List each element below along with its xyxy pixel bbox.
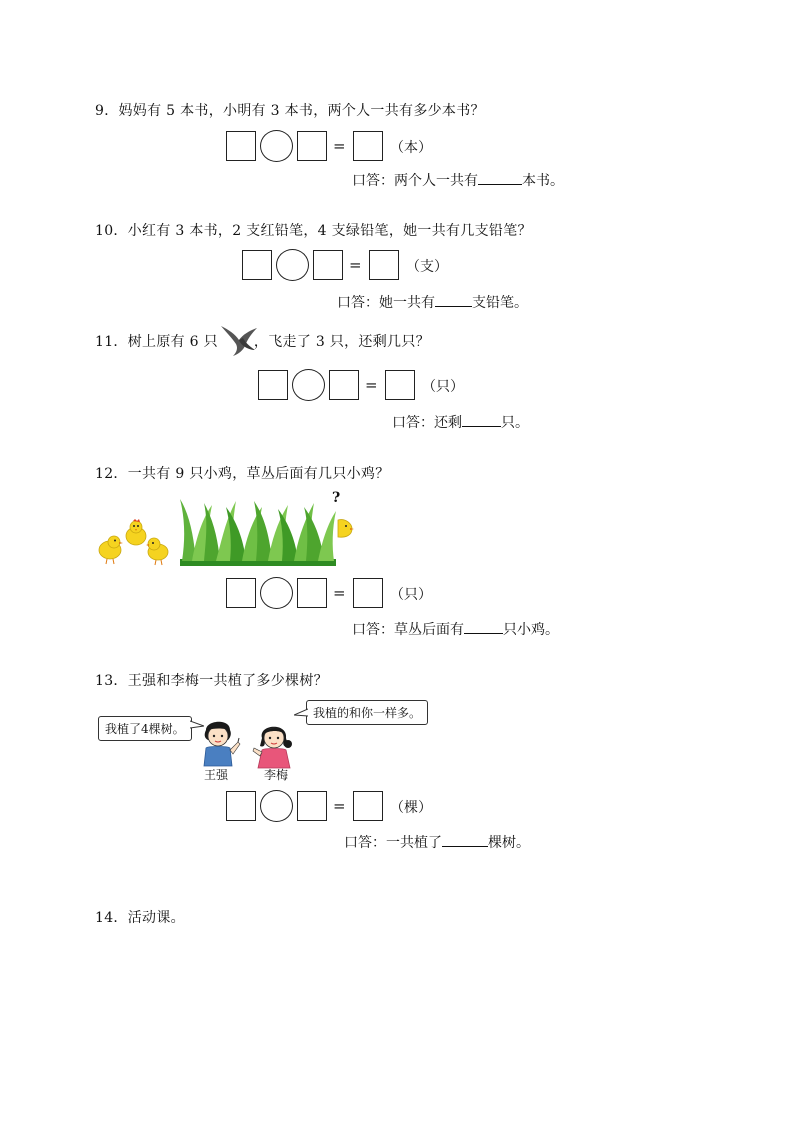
answer-box-2[interactable] (297, 131, 327, 161)
answer-suffix: 支铅笔。 (472, 295, 528, 311)
equation-12 (226, 578, 456, 608)
answer-box-1[interactable] (242, 250, 272, 280)
result-box[interactable] (353, 578, 383, 608)
result-box[interactable] (353, 131, 383, 161)
operator-circle[interactable] (276, 249, 309, 281)
answer-blank[interactable] (478, 171, 522, 185)
answer-blank[interactable] (464, 620, 503, 634)
answer-blank[interactable] (462, 413, 501, 427)
unit-label: （只） (422, 379, 464, 395)
answer-prefix: 口答：两个人一共有 (352, 173, 478, 189)
unit-label: （棵） (390, 800, 432, 816)
answer-suffix: 本书。 (522, 173, 564, 189)
speech-bubble-right: 我植的和你一样多。 (306, 700, 428, 725)
result-box[interactable] (353, 791, 383, 821)
operator-circle[interactable] (260, 790, 293, 822)
question-10-text: 10．小红有 3 本书，2 支红铅笔，4 支绿铅笔，她一共有几支铅笔？ (95, 223, 532, 239)
unit-label: （只） (390, 587, 432, 603)
answer-box-2[interactable] (313, 250, 343, 280)
answer-line-12 (352, 619, 559, 639)
hidden-chick-icon (336, 516, 354, 540)
question-mark: ? (332, 490, 341, 506)
answer-suffix: 只小鸡。 (503, 622, 559, 638)
question-11-text (95, 331, 430, 351)
girl-icon (250, 718, 298, 770)
equals-sign: = (349, 256, 362, 274)
chick-icon (146, 538, 168, 565)
question-13-text: 13．王强和李梅一共植了多少棵树？ (95, 673, 328, 689)
question-14-text: 14．活动课。 (95, 910, 185, 926)
swallow-icon (219, 320, 259, 358)
answer-line-10 (337, 292, 528, 312)
answer-box-1[interactable] (226, 131, 256, 161)
equation-9 (226, 131, 456, 161)
equals-sign: = (333, 797, 346, 815)
answer-box-2[interactable] (329, 370, 359, 400)
operator-circle[interactable] (260, 577, 293, 609)
answer-prefix: 口答：一共植了 (344, 835, 442, 851)
chick-icon (99, 536, 123, 564)
question-9-text: 9．妈妈有 5 本书，小明有 3 本书，两个人一共有多少本书？ (95, 103, 485, 119)
answer-box-1[interactable] (258, 370, 288, 400)
chicks-illustration (96, 518, 176, 568)
name-label-right: 李梅 (264, 768, 289, 782)
answer-box-1[interactable] (226, 578, 256, 608)
chick-icon (126, 519, 146, 545)
answer-blank[interactable] (442, 833, 488, 847)
grass-illustration (178, 495, 338, 567)
answer-suffix: 棵树。 (488, 835, 530, 851)
bubble-tail-right (294, 708, 308, 718)
answer-box-1[interactable] (226, 791, 256, 821)
operator-circle[interactable] (292, 369, 325, 401)
operator-circle[interactable] (260, 130, 293, 162)
equals-sign: = (365, 376, 378, 394)
result-box[interactable] (385, 370, 415, 400)
answer-suffix: 只。 (501, 415, 529, 431)
equation-10 (242, 250, 472, 280)
answer-line-11 (392, 412, 529, 432)
answer-prefix: 口答：她一共有 (337, 295, 435, 311)
answer-line-13 (344, 832, 530, 852)
equation-13 (226, 791, 456, 821)
question-11-text-before: 11．树上原有 6 只 (95, 334, 218, 350)
name-label-left: 王强 (204, 768, 229, 782)
answer-blank[interactable] (435, 293, 472, 307)
question-11-text-after: ，飞走了 3 只，还剩几只？ (253, 334, 430, 350)
equals-sign: = (333, 137, 346, 155)
answer-box-2[interactable] (297, 791, 327, 821)
answer-box-2[interactable] (297, 578, 327, 608)
equals-sign: = (333, 584, 346, 602)
boy-icon (196, 716, 242, 768)
answer-prefix: 口答：还剩 (392, 415, 462, 431)
question-12-text: 12．一共有 9 只小鸡，草丛后面有几只小鸡？ (95, 466, 390, 482)
equation-11 (258, 370, 488, 400)
answer-line-9 (352, 170, 564, 190)
speech-bubble-left: 我植了4棵树。 (98, 716, 192, 741)
answer-prefix: 口答：草丛后面有 (352, 622, 464, 638)
result-box[interactable] (369, 250, 399, 280)
unit-label: （本） (390, 140, 432, 156)
unit-label: （支） (406, 259, 448, 275)
